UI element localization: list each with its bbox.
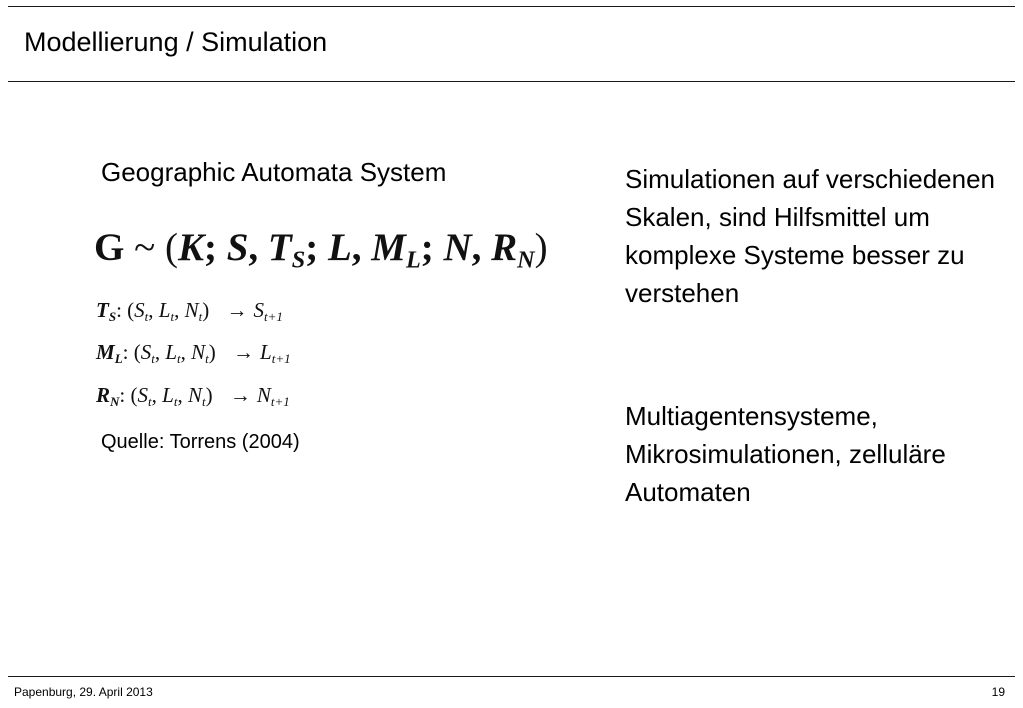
footer-rule bbox=[8, 676, 1015, 677]
arrow-icon: → bbox=[226, 298, 248, 322]
transition-rule-ts: $T_S$: ($S_t$, $L_t$, $N_t) \to S_{t+1}$ bbox=[96, 298, 283, 325]
formula-R: R bbox=[491, 226, 518, 269]
formula-T: T bbox=[267, 226, 292, 269]
paragraph-methods: Multiagentensysteme, Mikrosimulationen, zelluläre Automaten bbox=[625, 401, 946, 507]
formula-M-sub: L bbox=[405, 246, 421, 274]
formula-G: G bbox=[94, 226, 125, 269]
arrow-icon: → bbox=[233, 340, 255, 364]
formula-T-sub: S bbox=[291, 246, 306, 274]
transition-rule-rn: $R_N$: ($S_t$, $L_t$, $N_t) \to N_{t+1}$ bbox=[96, 383, 290, 410]
page-number: 19 bbox=[991, 685, 1005, 699]
paragraph-simulation: Simulationen auf verschiedenen Skalen, sind Hilfsmittel um komplexe Systeme besser zu verstehen bbox=[625, 164, 996, 308]
formula-L: L bbox=[327, 226, 352, 269]
formula-S: S bbox=[226, 226, 249, 269]
arrow-icon: → bbox=[229, 383, 251, 407]
title-rule bbox=[8, 81, 1015, 82]
subtitle: Geographic Automata System bbox=[101, 157, 447, 187]
footer-date-location: Papenburg, 29. April 2013 bbox=[14, 685, 153, 699]
transition-rule-ml: $M_L$: ($S_t$, $L_t$, $N_t) \to L_{t+1}$ bbox=[96, 340, 291, 367]
top-rule bbox=[8, 6, 1015, 7]
tilde-symbol: ~ bbox=[134, 226, 156, 269]
formula-K: K bbox=[177, 226, 204, 269]
formula-M: M bbox=[371, 226, 406, 269]
slide-title: Modellierung / Simulation bbox=[24, 27, 328, 57]
gas-formula: G ~ (K; S, $T_S$; L, $M_L$; N, $R_N$) bbox=[94, 226, 548, 274]
formula-N: N bbox=[443, 226, 472, 269]
formula-R-sub: N bbox=[517, 246, 535, 274]
source-citation: Quelle: Torrens (2004) bbox=[101, 431, 300, 453]
